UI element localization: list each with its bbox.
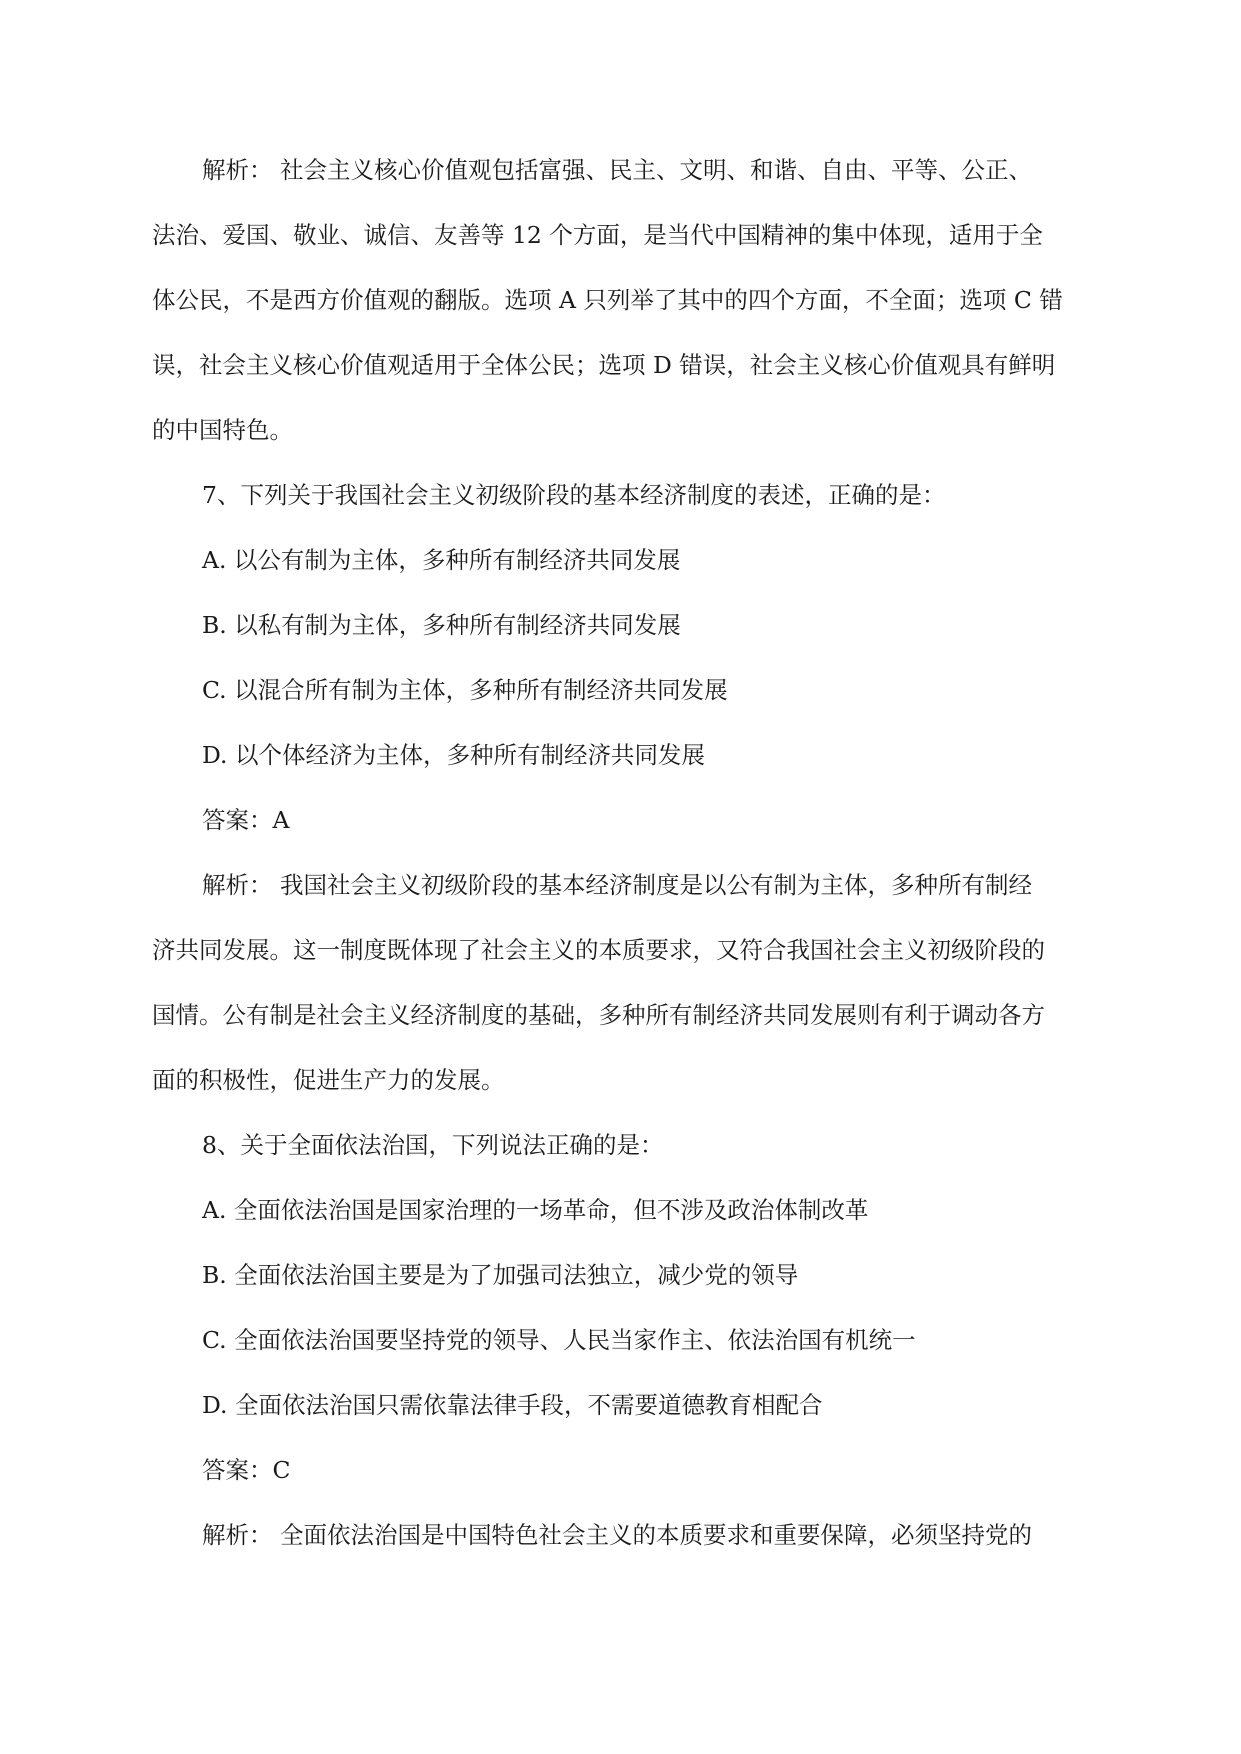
option-c: C. 全面依法治国要坚持党的领导、人民当家作主、依法治国有机统一 <box>202 1326 916 1354</box>
analysis-line: 解析： 我国社会主义初级阶段的基本经济制度是以公有制为主体，多种所有制经 <box>202 871 1032 899</box>
analysis-line: 国情。公有制是社会主义经济制度的基础，多种所有制经济共同发展则有利于调动各方 <box>152 1001 1045 1029</box>
option-d: D. 全面依法治国只需依靠法律手段，不需要道德教育相配合 <box>202 1391 823 1419</box>
option-a: A. 以公有制为主体，多种所有制经济共同发展 <box>202 546 681 574</box>
answer: 答案：C <box>202 1456 291 1484</box>
question-7: 7、下列关于我国社会主义初级阶段的基本经济制度的表述，正确的是： <box>202 481 946 509</box>
analysis-line: 面的积极性，促进生产力的发展。 <box>152 1066 505 1094</box>
question-8: 8、关于全面依法治国，下列说法正确的是： <box>202 1131 664 1159</box>
option-c: C. 以混合所有制为主体，多种所有制经济共同发展 <box>202 676 728 704</box>
option-d: D. 以个体经济为主体，多种所有制经济共同发展 <box>202 741 705 769</box>
analysis-line: 解析： 社会主义核心价值观包括富强、民主、文明、和谐、自由、平等、公正、 <box>202 156 1032 184</box>
analysis-line: 的中国特色。 <box>152 416 293 444</box>
analysis-line: 济共同发展。这一制度既体现了社会主义的本质要求，又符合我国社会主义初级阶段的 <box>152 936 1045 964</box>
analysis-paragraph <box>152 853 1092 1113</box>
analysis-paragraph <box>152 1503 1092 1568</box>
document-page <box>152 138 1092 1568</box>
analysis-paragraph <box>152 138 1092 463</box>
analysis-line: 误，社会主义核心价值观适用于全体公民；选项 D 错误，社会主义核心价值观具有鲜明 <box>152 351 1056 379</box>
answer: 答案：A <box>202 806 290 834</box>
option-b: B. 以私有制为主体，多种所有制经济共同发展 <box>202 611 681 639</box>
analysis-line: 法治、爱国、敬业、诚信、友善等 12 个方面，是当代中国精神的集中体现，适用于全 <box>152 221 1043 249</box>
analysis-line: 解析： 全面依法治国是中国特色社会主义的本质要求和重要保障，必须坚持党的 <box>202 1521 1032 1549</box>
option-a: A. 全面依法治国是国家治理的一场革命，但不涉及政治体制改革 <box>202 1196 869 1224</box>
option-b: B. 全面依法治国主要是为了加强司法独立，减少党的领导 <box>202 1261 799 1289</box>
analysis-line: 体公民，不是西方价值观的翻版。选项 A 只列举了其中的四个方面，不全面；选项 C 错 <box>152 286 1063 314</box>
